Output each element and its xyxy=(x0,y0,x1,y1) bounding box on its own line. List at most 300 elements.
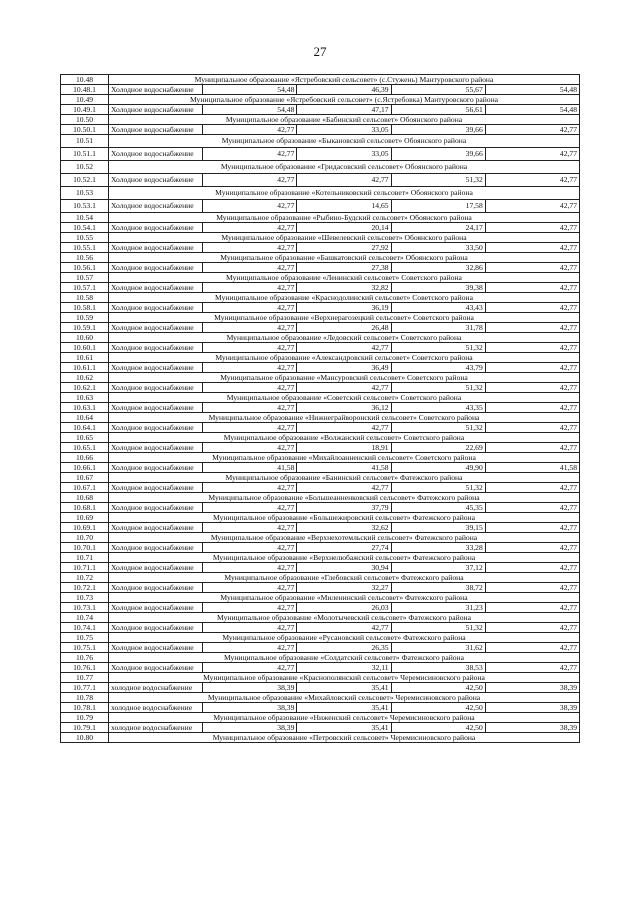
tariff-value-1: 42,77 xyxy=(203,563,297,573)
section-header-row xyxy=(61,95,580,105)
section-code: 10.56 xyxy=(61,253,109,263)
section-code: 10.59 xyxy=(61,313,109,323)
tariff-value-3: 51,32 xyxy=(391,383,485,393)
tariff-row xyxy=(61,703,580,713)
section-header-row xyxy=(61,533,580,543)
section-header-row xyxy=(61,135,580,148)
tariff-value-1: 42,77 xyxy=(203,523,297,533)
tariff-row xyxy=(61,643,580,653)
tariff-value-4: 42,77 xyxy=(485,443,579,453)
row-code: 10.61.1 xyxy=(61,363,109,373)
section-code: 10.53 xyxy=(61,187,109,200)
municipality-title: Муниципальное образование «Ленинский сельсовет» Советского района xyxy=(109,273,580,283)
tariff-value-2: 32,82 xyxy=(297,283,391,293)
service-name: Холодное водоснабжение xyxy=(109,563,203,573)
row-code: 10.69.1 xyxy=(61,523,109,533)
tariff-value-3: 51,32 xyxy=(391,343,485,353)
municipality-title: Муниципальное образование «Рыбино-Будский сельсовет» Обоянского района xyxy=(109,213,580,223)
tariff-value-4: 42,77 xyxy=(485,125,579,135)
tariff-value-2: 30,94 xyxy=(297,563,391,573)
tariff-value-4: 42,77 xyxy=(485,383,579,393)
service-name: Холодное водоснабжение xyxy=(109,403,203,413)
tariff-value-1: 42,77 xyxy=(203,148,297,161)
tariff-value-2: 26,03 xyxy=(297,603,391,613)
municipality-title: Муниципальное образование «Быкановский сельсовет» Обоянского района xyxy=(109,135,580,148)
section-code: 10.69 xyxy=(61,513,109,523)
tariff-value-1: 42,77 xyxy=(203,643,297,653)
tariff-value-4: 42,77 xyxy=(485,243,579,253)
section-header-row xyxy=(61,433,580,443)
municipality-title: Муниципальное образование «Башкатовский сельсовет» Обоянского района xyxy=(109,253,580,263)
row-code: 10.67.1 xyxy=(61,483,109,493)
tariff-value-3: 39,66 xyxy=(391,125,485,135)
tariff-value-4: 42,77 xyxy=(485,174,579,187)
section-header-row xyxy=(61,233,580,243)
tariff-row xyxy=(61,243,580,253)
tariff-row xyxy=(61,603,580,613)
tariff-value-4: 42,77 xyxy=(485,403,579,413)
row-code: 10.74.1 xyxy=(61,623,109,633)
tariff-value-4: 42,77 xyxy=(485,263,579,273)
tariff-value-3: 56,61 xyxy=(391,105,485,115)
section-code: 10.77 xyxy=(61,673,109,683)
tariff-value-3: 33,50 xyxy=(391,243,485,253)
tariff-value-3: 55,67 xyxy=(391,85,485,95)
tariff-value-1: 42,77 xyxy=(203,503,297,513)
tariff-value-4: 42,77 xyxy=(485,323,579,333)
municipality-title: Муниципальное образование «Мансуровский сельсовет» Советского района xyxy=(109,373,580,383)
service-name: Холодное водоснабжение xyxy=(109,263,203,273)
section-header-row xyxy=(61,453,580,463)
tariff-row xyxy=(61,283,580,293)
tariff-value-3: 24,17 xyxy=(391,223,485,233)
row-code: 10.53.1 xyxy=(61,200,109,213)
tariff-value-3: 51,32 xyxy=(391,423,485,433)
tariff-row xyxy=(61,543,580,553)
section-code: 10.68 xyxy=(61,493,109,503)
section-header-row xyxy=(61,733,580,743)
tariff-value-3: 43,43 xyxy=(391,303,485,313)
tariff-value-2: 36,12 xyxy=(297,403,391,413)
section-code: 10.58 xyxy=(61,293,109,303)
row-code: 10.48.1 xyxy=(61,85,109,95)
section-header-row xyxy=(61,115,580,125)
section-header-row xyxy=(61,653,580,663)
tariff-table xyxy=(60,74,580,743)
row-code: 10.51.1 xyxy=(61,148,109,161)
tariff-value-3: 37,12 xyxy=(391,563,485,573)
row-code: 10.62.1 xyxy=(61,383,109,393)
tariff-value-1: 42,77 xyxy=(203,663,297,673)
tariff-row xyxy=(61,623,580,633)
section-code: 10.52 xyxy=(61,161,109,174)
section-header-row xyxy=(61,293,580,303)
municipality-title: Муниципальное образование «Банинский сельсовет» Фатежского района xyxy=(109,473,580,483)
row-code: 10.79.1 xyxy=(61,723,109,733)
row-code: 10.68.1 xyxy=(61,503,109,513)
municipality-title: Муниципальное образование «Александровский сельсовет» Советского района xyxy=(109,353,580,363)
row-code: 10.64.1 xyxy=(61,423,109,433)
tariff-value-4: 42,77 xyxy=(485,148,579,161)
tariff-row xyxy=(61,174,580,187)
row-code: 10.76.1 xyxy=(61,663,109,673)
tariff-value-1: 42,77 xyxy=(203,200,297,213)
tariff-value-1: 42,77 xyxy=(203,303,297,313)
section-header-row xyxy=(61,413,580,423)
row-code: 10.58.1 xyxy=(61,303,109,313)
tariff-value-3: 42,50 xyxy=(391,723,485,733)
row-code: 10.49.1 xyxy=(61,105,109,115)
tariff-value-4: 42,77 xyxy=(485,283,579,293)
row-code: 10.59.1 xyxy=(61,323,109,333)
section-code: 10.50 xyxy=(61,115,109,125)
tariff-row xyxy=(61,443,580,453)
municipality-title: Муниципальное образование «Миленинский сельсовет» Фатежского района xyxy=(109,593,580,603)
municipality-title: Муниципальное образование «Ниженский сельсовет» Черемисиновского района xyxy=(109,713,580,723)
tariff-value-1: 38,39 xyxy=(203,723,297,733)
row-code: 10.72.1 xyxy=(61,583,109,593)
municipality-title: Муниципальное образование «Солдатский сельсовет» Фатежского района xyxy=(109,653,580,663)
municipality-title: Муниципальное образование «Котельниковский сельсовет» Обоянского района xyxy=(109,187,580,200)
section-code: 10.65 xyxy=(61,433,109,443)
tariff-value-4: 42,77 xyxy=(485,583,579,593)
section-code: 10.67 xyxy=(61,473,109,483)
tariff-value-2: 27,74 xyxy=(297,543,391,553)
tariff-value-3: 22,69 xyxy=(391,443,485,453)
tariff-row xyxy=(61,383,580,393)
section-header-row xyxy=(61,613,580,623)
tariff-value-4: 42,77 xyxy=(485,603,579,613)
tariff-value-2: 37,79 xyxy=(297,503,391,513)
tariff-value-1: 41,58 xyxy=(203,463,297,473)
service-name: Холодное водоснабжение xyxy=(109,363,203,373)
section-code: 10.63 xyxy=(61,393,109,403)
tariff-value-2: 20,14 xyxy=(297,223,391,233)
row-code: 10.60.1 xyxy=(61,343,109,353)
service-name: Холодное водоснабжение xyxy=(109,503,203,513)
section-code: 10.55 xyxy=(61,233,109,243)
tariff-value-3: 51,32 xyxy=(391,483,485,493)
row-code: 10.75.1 xyxy=(61,643,109,653)
tariff-value-2: 42,77 xyxy=(297,623,391,633)
municipality-title: Муниципальное образование «Краснополянский сельсовет» Черемисиновского района xyxy=(109,673,580,683)
section-code: 10.73 xyxy=(61,593,109,603)
tariff-value-2: 42,77 xyxy=(297,483,391,493)
tariff-value-2: 26,48 xyxy=(297,323,391,333)
municipality-title: Муниципальное образование «Русановский сельсовет» Фатежского района xyxy=(109,633,580,643)
tariff-value-1: 42,77 xyxy=(203,323,297,333)
tariff-value-1: 42,77 xyxy=(203,174,297,187)
tariff-value-1: 42,77 xyxy=(203,125,297,135)
service-name: Холодное водоснабжение xyxy=(109,523,203,533)
tariff-value-3: 39,15 xyxy=(391,523,485,533)
tariff-row xyxy=(61,200,580,213)
service-name: Холодное водоснабжение xyxy=(109,200,203,213)
section-code: 10.71 xyxy=(61,553,109,563)
row-code: 10.54.1 xyxy=(61,223,109,233)
tariff-value-3: 31,78 xyxy=(391,323,485,333)
tariff-value-2: 32,11 xyxy=(297,663,391,673)
page-number: 27 xyxy=(313,44,327,59)
service-name: Холодное водоснабжение xyxy=(109,105,203,115)
tariff-row xyxy=(61,503,580,513)
tariff-value-1: 38,39 xyxy=(203,683,297,693)
municipality-title: Муниципальное образование «Шевелевский сельсовет» Обоянского района xyxy=(109,233,580,243)
tariff-value-2: 32,62 xyxy=(297,523,391,533)
tariff-value-2: 26,35 xyxy=(297,643,391,653)
section-code: 10.57 xyxy=(61,273,109,283)
tariff-value-2: 33,05 xyxy=(297,125,391,135)
tariff-value-1: 42,77 xyxy=(203,383,297,393)
tariff-value-3: 31,62 xyxy=(391,643,485,653)
service-name: холодное водоснабжение xyxy=(109,683,203,693)
tariff-value-1: 42,77 xyxy=(203,603,297,613)
section-header-row xyxy=(61,75,580,85)
row-code: 10.77.1 xyxy=(61,683,109,693)
tariff-value-1: 42,77 xyxy=(203,543,297,553)
tariff-value-3: 42,50 xyxy=(391,683,485,693)
section-header-row xyxy=(61,673,580,683)
tariff-value-4: 42,77 xyxy=(485,623,579,633)
service-name: Холодное водоснабжение xyxy=(109,343,203,353)
municipality-title: Муниципальное образование «Советский сельсовет» Советского района xyxy=(109,393,580,403)
municipality-title: Муниципальное образование «Верхнехотемльский сельсовет» Фатежского района xyxy=(109,533,580,543)
tariff-value-3: 43,35 xyxy=(391,403,485,413)
service-name: Холодное водоснабжение xyxy=(109,443,203,453)
section-code: 10.74 xyxy=(61,613,109,623)
service-name: Холодное водоснабжение xyxy=(109,583,203,593)
section-header-row xyxy=(61,313,580,323)
row-code: 10.71.1 xyxy=(61,563,109,573)
section-header-row xyxy=(61,393,580,403)
service-name: Холодное водоснабжение xyxy=(109,85,203,95)
section-code: 10.60 xyxy=(61,333,109,343)
tariff-row xyxy=(61,148,580,161)
tariff-value-1: 42,77 xyxy=(203,403,297,413)
service-name: Холодное водоснабжение xyxy=(109,125,203,135)
tariff-value-4: 42,77 xyxy=(485,523,579,533)
row-code: 10.57.1 xyxy=(61,283,109,293)
row-code: 10.70.1 xyxy=(61,543,109,553)
tariff-table-body xyxy=(61,75,580,743)
tariff-value-1: 42,77 xyxy=(203,443,297,453)
tariff-value-3: 49,90 xyxy=(391,463,485,473)
service-name: Холодное водоснабжение xyxy=(109,174,203,187)
tariff-value-1: 54,48 xyxy=(203,85,297,95)
section-code: 10.72 xyxy=(61,573,109,583)
section-header-row xyxy=(61,373,580,383)
tariff-value-2: 46,39 xyxy=(297,85,391,95)
section-code: 10.70 xyxy=(61,533,109,543)
tariff-value-2: 18,91 xyxy=(297,443,391,453)
municipality-title: Муниципальное образование «Гридасовский сельсовет» Обоянского района xyxy=(109,161,580,174)
section-code: 10.78 xyxy=(61,693,109,703)
tariff-value-1: 42,77 xyxy=(203,423,297,433)
municipality-title: Муниципальное образование «Михайловский сельсовет» Черемисиновского района xyxy=(109,693,580,703)
section-header-row xyxy=(61,493,580,503)
section-code: 10.75 xyxy=(61,633,109,643)
municipality-title: Муниципальное образование «Краснодолинский сельсовет» Советского района xyxy=(109,293,580,303)
tariff-row xyxy=(61,303,580,313)
municipality-title: Муниципальное образование «Молотычевский сельсовет» Фатежского района xyxy=(109,613,580,623)
municipality-title: Муниципальное образование «Нижнеграйворонский сельсовет» Советского района xyxy=(109,413,580,423)
tariff-value-4: 54,48 xyxy=(485,105,579,115)
tariff-value-2: 35,41 xyxy=(297,703,391,713)
section-header-row xyxy=(61,713,580,723)
section-code: 10.76 xyxy=(61,653,109,663)
tariff-row xyxy=(61,363,580,373)
tariff-value-1: 54,48 xyxy=(203,105,297,115)
section-header-row xyxy=(61,273,580,283)
tariff-value-2: 27,38 xyxy=(297,263,391,273)
tariff-value-2: 36,49 xyxy=(297,363,391,373)
section-code: 10.64 xyxy=(61,413,109,423)
tariff-value-4: 42,77 xyxy=(485,663,579,673)
tariff-value-3: 42,50 xyxy=(391,703,485,713)
tariff-row xyxy=(61,403,580,413)
tariff-row xyxy=(61,423,580,433)
section-header-row xyxy=(61,213,580,223)
section-header-row xyxy=(61,633,580,643)
tariff-value-1: 42,77 xyxy=(203,363,297,373)
tariff-value-3: 45,35 xyxy=(391,503,485,513)
tariff-value-2: 42,77 xyxy=(297,383,391,393)
tariff-value-2: 35,41 xyxy=(297,723,391,733)
tariff-value-1: 42,77 xyxy=(203,223,297,233)
tariff-value-2: 42,77 xyxy=(297,174,391,187)
municipality-title: Муниципальное образование «Большеанненковский сельсовет» Фатежского района xyxy=(109,493,580,503)
tariff-value-4: 54,48 xyxy=(485,85,579,95)
tariff-row xyxy=(61,323,580,333)
service-name: Холодное водоснабжение xyxy=(109,463,203,473)
service-name: Холодное водоснабжение xyxy=(109,663,203,673)
tariff-value-4: 38,39 xyxy=(485,723,579,733)
tariff-value-3: 38,72 xyxy=(391,583,485,593)
tariff-value-1: 42,77 xyxy=(203,263,297,273)
service-name: Холодное водоснабжение xyxy=(109,223,203,233)
section-code: 10.79 xyxy=(61,713,109,723)
row-code: 10.66.1 xyxy=(61,463,109,473)
tariff-value-4: 42,77 xyxy=(485,503,579,513)
service-name: Холодное водоснабжение xyxy=(109,243,203,253)
municipality-title: Муниципальное образование «Петровский сельсовет» Черемисиновского района xyxy=(109,733,580,743)
service-name: Холодное водоснабжение xyxy=(109,543,203,553)
section-header-row xyxy=(61,161,580,174)
row-code: 10.78.1 xyxy=(61,703,109,713)
tariff-value-3: 51,32 xyxy=(391,174,485,187)
tariff-value-1: 42,77 xyxy=(203,623,297,633)
tariff-row xyxy=(61,343,580,353)
service-name: Холодное водоснабжение xyxy=(109,643,203,653)
section-header-row xyxy=(61,593,580,603)
tariff-row xyxy=(61,663,580,673)
tariff-row xyxy=(61,223,580,233)
service-name: Холодное водоснабжение xyxy=(109,603,203,613)
service-name: Холодное водоснабжение xyxy=(109,283,203,293)
section-header-row xyxy=(61,333,580,343)
tariff-row xyxy=(61,523,580,533)
tariff-value-2: 42,77 xyxy=(297,343,391,353)
tariff-value-4: 38,39 xyxy=(485,683,579,693)
tariff-value-2: 35,41 xyxy=(297,683,391,693)
section-header-row xyxy=(61,573,580,583)
tariff-value-3: 38,53 xyxy=(391,663,485,673)
tariff-row xyxy=(61,583,580,593)
tariff-value-2: 14,65 xyxy=(297,200,391,213)
tariff-row xyxy=(61,263,580,273)
section-code: 10.51 xyxy=(61,135,109,148)
tariff-value-2: 41,58 xyxy=(297,463,391,473)
tariff-value-3: 33,28 xyxy=(391,543,485,553)
tariff-value-1: 42,77 xyxy=(203,283,297,293)
section-code: 10.62 xyxy=(61,373,109,383)
tariff-row xyxy=(61,683,580,693)
section-header-row xyxy=(61,553,580,563)
section-code: 10.61 xyxy=(61,353,109,363)
tariff-value-2: 42,77 xyxy=(297,423,391,433)
tariff-value-4: 42,77 xyxy=(485,303,579,313)
tariff-value-2: 32,27 xyxy=(297,583,391,593)
tariff-value-3: 39,66 xyxy=(391,148,485,161)
municipality-title: Муниципальное образование «Верхнелюбажский сельсовет» Фатежского района xyxy=(109,553,580,563)
tariff-value-3: 39,38 xyxy=(391,283,485,293)
row-code: 10.65.1 xyxy=(61,443,109,453)
tariff-row xyxy=(61,463,580,473)
tariff-value-4: 42,77 xyxy=(485,200,579,213)
tariff-value-2: 27,92 xyxy=(297,243,391,253)
tariff-value-1: 42,77 xyxy=(203,343,297,353)
municipality-title: Муниципальное образование «Большежировский сельсовет» Фатежского района xyxy=(109,513,580,523)
row-code: 10.73.1 xyxy=(61,603,109,613)
section-code: 10.49 xyxy=(61,95,109,105)
tariff-row xyxy=(61,85,580,95)
service-name: холодное водоснабжение xyxy=(109,703,203,713)
municipality-title: Муниципальное образование «Глебовский сельсовет» Фатежского района xyxy=(109,573,580,583)
service-name: Холодное водоснабжение xyxy=(109,423,203,433)
municipality-title: Муниципальное образование «Ледовский сельсовет» Советского района xyxy=(109,333,580,343)
section-code: 10.54 xyxy=(61,213,109,223)
row-code: 10.50.1 xyxy=(61,125,109,135)
service-name: Холодное водоснабжение xyxy=(109,148,203,161)
tariff-value-1: 42,77 xyxy=(203,243,297,253)
tariff-value-2: 47,17 xyxy=(297,105,391,115)
service-name: холодное водоснабжение xyxy=(109,723,203,733)
tariff-value-3: 51,32 xyxy=(391,623,485,633)
tariff-row xyxy=(61,723,580,733)
municipality-title: Муниципальное образование «Волжанский сельсовет» Советского района xyxy=(109,433,580,443)
section-header-row xyxy=(61,513,580,523)
tariff-value-4: 42,77 xyxy=(485,563,579,573)
tariff-value-4: 42,77 xyxy=(485,543,579,553)
row-code: 10.56.1 xyxy=(61,263,109,273)
service-name: Холодное водоснабжение xyxy=(109,383,203,393)
tariff-value-4: 42,77 xyxy=(485,223,579,233)
municipality-title: Муниципальное образование «Ястребовский сельсовет» (с.Стужень) Мантуровского района xyxy=(109,75,580,85)
service-name: Холодное водоснабжение xyxy=(109,483,203,493)
service-name: Холодное водоснабжение xyxy=(109,303,203,313)
tariff-value-4: 42,77 xyxy=(485,363,579,373)
tariff-value-4: 41,58 xyxy=(485,463,579,473)
municipality-title: Муниципальное образование «Ястребовский сельсовет» (с.Ястребовка) Мантуровского района xyxy=(109,95,580,105)
tariff-row xyxy=(61,125,580,135)
tariff-value-3: 31,23 xyxy=(391,603,485,613)
tariff-row xyxy=(61,483,580,493)
tariff-value-4: 42,77 xyxy=(485,343,579,353)
tariff-row xyxy=(61,563,580,573)
municipality-title: Муниципальное образование «Михайлоанненский сельсовет» Советского района xyxy=(109,453,580,463)
municipality-title: Муниципальное образование «Верхнерагозецкий сельсовет» Советского района xyxy=(109,313,580,323)
tariff-value-4: 42,77 xyxy=(485,643,579,653)
